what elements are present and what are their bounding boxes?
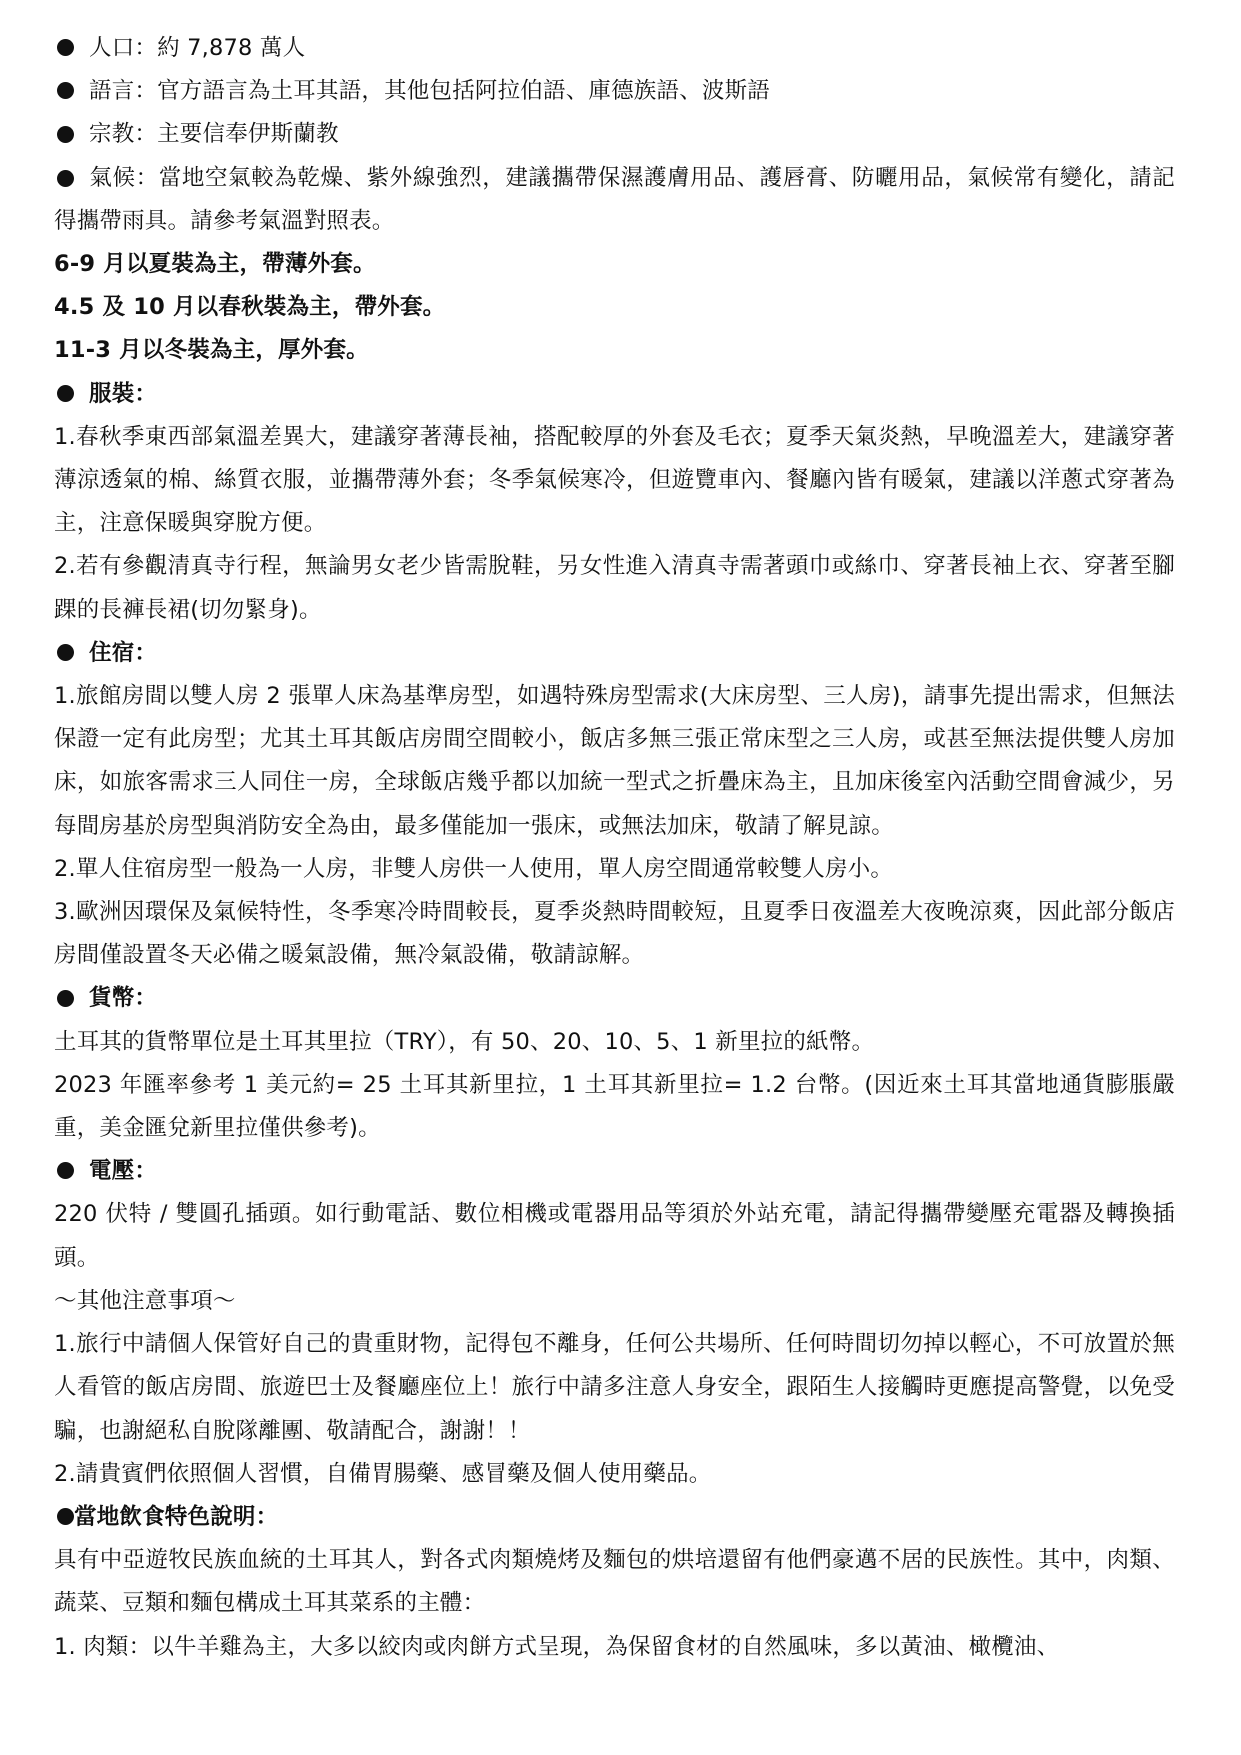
language-text: 語言：官方語言為土耳其語，其他包括阿拉伯語、庫德族語、波斯語 — [89, 78, 771, 105]
other-notes-paragraph-1: 1.旅行中請個人保管好自己的貴重財物，記得包不離身，任何公共場所、任何時間切勿掉以輕心，不可放置於無人看管的飯店房間、旅遊巴士及餐廳座位上！旅行中請多注意人身安全，跟陌生人接觸時更應提高警覺，以免受騙，也謝絕私自脫隊離團、敬請配合，謝謝！！ — [54, 1331, 1175, 1444]
spring-autumn-clothing-note: 4.5 及 10 月以春秋裝為主，帶外套。 — [54, 294, 446, 321]
other-notes-paragraph-2: 2.請貴賓們依照個人習慣，自備胃腸藥、感冒藥及個人使用藥品。 — [54, 1460, 712, 1487]
other-notes-heading: ～其他注意事項～ — [54, 1287, 236, 1314]
bullet-icon — [57, 644, 74, 661]
clothing-heading-text: 服裝： — [89, 380, 158, 407]
climate-item — [54, 157, 1175, 243]
food-paragraph-1: 1. 肉類：以牛羊雞為主，大多以絞肉或肉餅方式呈現，為保留食材的自然風味，多以黃油、橄欖油、 — [54, 1633, 1060, 1660]
clothing-paragraph-1: 1.春秋季東西部氣溫差異大，建議穿著薄長袖，搭配較厚的外套及毛衣；夏季天氣炎熱，早晚溫差大，建議穿著薄涼透氣的棉、絲質衣服，並攜帶薄外套；冬季氣候寒冷，但遊覽車內、餐廳內皆有暖氣，建議以洋蔥式穿著為主，注意保暖與穿脫方便。 — [54, 423, 1175, 537]
voltage-heading — [54, 1150, 1175, 1193]
bullet-icon — [57, 1508, 74, 1525]
language-item — [54, 70, 1175, 113]
population-text: 人口：約 7,878 萬人 — [89, 35, 306, 61]
bullet-icon — [57, 126, 74, 143]
food-heading — [54, 1496, 1175, 1539]
currency-paragraph-1: 土耳其的貨幣單位是土耳其里拉（TRY），有 50、20、10、5、1 新里拉的紙幣。 — [54, 1028, 875, 1055]
food-intro-paragraph: 具有中亞遊牧民族血統的土耳其人，對各式肉類燒烤及麵包的烘培還留有他們豪邁不居的民族性。其中，肉類、蔬菜、豆類和麵包構成土耳其菜系的主體： — [54, 1547, 1175, 1617]
bullet-icon — [57, 82, 74, 99]
clothing-heading — [54, 373, 1175, 416]
bullet-icon — [57, 385, 74, 402]
population-item — [54, 27, 1175, 70]
currency-paragraph-2: 2023 年匯率參考 1 美元約= 25 土耳其新里拉，1 土耳其新里拉= 1.2 台幣。(因近來土耳其當地通貨膨脹嚴重，美金匯兌新里拉僅供參考)。 — [54, 1071, 1175, 1142]
lodging-paragraph-2: 2.單人住宿房型一般為一人房，非雙人房供一人使用，單人房空間通常較雙人房小。 — [54, 855, 894, 882]
currency-heading-text: 貨幣： — [89, 985, 158, 1012]
winter-clothing-note: 11-3 月以冬裝為主，厚外套。 — [54, 337, 369, 364]
lodging-paragraph-1: 1.旅館房間以雙人房 2 張單人床為基準房型，如遇特殊房型需求(大床房型、三人房)，請事先提出需求，但無法保證一定有此房型；尤其土耳其飯店房間空間較小，飯店多無三張正常床型之三人房，或甚至無法提供雙人房加床，如旅客需求三人同住一房，全球飯店幾乎都以加統一型式之折疊床為主，且加床後室內活動空間會減少，另每間房基於房型與消防安全為由，最多僅能加一張床，或無法加床，敬請了解見諒。 — [54, 683, 1175, 839]
clothing-paragraph-2: 2.若有參觀清真寺行程，無論男女老少皆需脫鞋，另女性進入清真寺需著頭巾或絲巾、穿著長袖上衣、穿著至腳踝的長褲長裙(切勿緊身)。 — [54, 553, 1175, 623]
food-heading-text: 當地飲食特色說明： — [74, 1503, 279, 1530]
bullet-icon — [57, 39, 74, 56]
voltage-paragraph: 220 伏特 / 雙圓孔插頭。如行動電話、數位相機或電器用品等須於外站充電，請記得攜帶變壓充電器及轉換插頭。 — [54, 1201, 1175, 1271]
lodging-heading — [54, 632, 1175, 675]
bullet-icon — [57, 170, 74, 187]
religion-item — [54, 113, 1175, 156]
climate-text: 氣候：當地空氣較為乾燥、紫外線強烈，建議攜帶保濕護膚用品、護唇膏、防曬用品，氣候常有變化，請記得攜帶雨具。請參考氣溫對照表。 — [54, 164, 1175, 234]
bullet-icon — [57, 1162, 74, 1179]
voltage-heading-text: 電壓： — [89, 1158, 158, 1185]
lodging-heading-text: 住宿： — [89, 639, 158, 666]
currency-heading — [54, 977, 1175, 1020]
religion-text: 宗教：主要信奉伊斯蘭教 — [89, 121, 339, 148]
lodging-paragraph-3: 3.歐洲因環保及氣候特性，冬季寒冷時間較長，夏季炎熱時間較短，且夏季日夜溫差大夜晚涼爽，因此部分飯店房間僅設置冬天必備之暖氣設備，無冷氣設備，敬請諒解。 — [54, 899, 1175, 969]
summer-clothing-note: 6-9 月以夏裝為主，帶薄外套。 — [54, 251, 376, 278]
bullet-icon — [57, 990, 74, 1007]
